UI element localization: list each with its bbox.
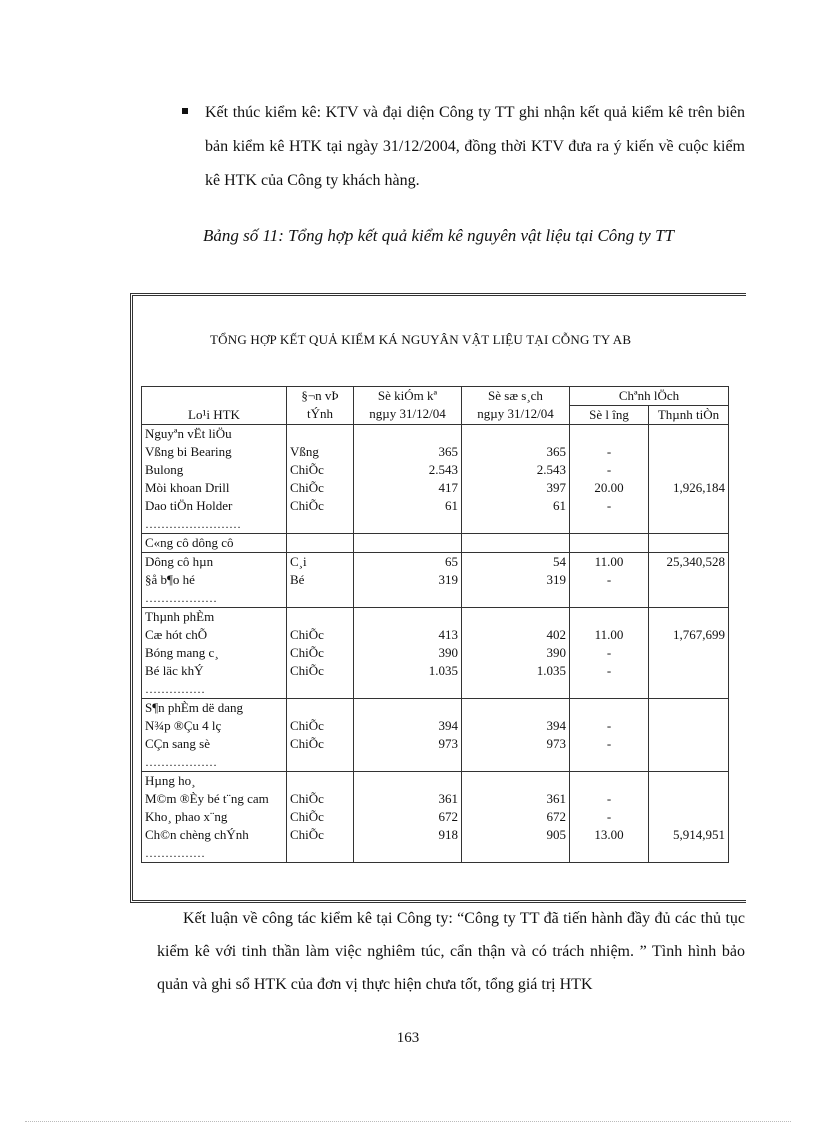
item-diff-qty-cell [570,608,649,699]
item-counted: 61 [445,498,458,513]
item-diff-amount-cell [649,425,729,534]
header-unit-line1: §¬n vÞ [301,388,339,403]
item-name: ……………… [145,591,217,605]
header-book-line1: Sè sæ s¸ch [488,388,543,403]
item-name-cell [142,772,287,863]
item-diff-qty: - [606,791,612,806]
item-name: ……………… [145,755,217,769]
item-unit [290,753,350,771]
table-row [142,425,729,534]
item-book [465,699,566,717]
item-counted: 390 [438,645,458,660]
item-book-cell [462,425,570,534]
item-counted [357,699,458,717]
item-diff-qty-cell [570,699,649,772]
item-diff-amount [652,497,725,515]
item-unit-cell [287,772,354,863]
item-name: S¶n phÈm dë dang [145,700,243,715]
item-unit: ChiÕc [290,627,324,642]
header-book [462,387,570,425]
table-row [142,608,729,699]
item-unit [290,425,350,443]
item-diff-amount [652,662,725,680]
item-diff-amount [652,699,725,717]
item-counted-cell [354,425,462,534]
table-row [142,553,729,608]
inventory-summary-table [141,386,729,863]
item-unit [290,772,350,790]
item-diff-qty-cell [570,425,649,534]
item-name-cell [142,608,287,699]
item-diff-qty [573,515,645,533]
conclusion-paragraph: Kết luận về công tác kiểm kê tại Công ty: “Công ty TT đã tiến hành đầy đủ các thủ tục kiểm kê với tinh thần làm việc nghiêm túc, cẩn thận và có trách nhiệm. ” Tình hình bảo quản và ghi sổ HTK của đơn vị thực hiện chưa tốt, tổng giá trị HTK [157,910,745,993]
item-unit: ChiÕc [290,462,324,477]
item-name: Thµnh phÈm [145,609,215,624]
item-diff-qty [573,699,645,717]
item-diff-amount [652,844,725,862]
item-book: 973 [546,736,566,751]
item-counted-cell [354,699,462,772]
item-unit: ChiÕc [290,480,324,495]
item-diff-amount-cell [649,534,729,553]
item-diff-qty: 11.00 [594,554,624,569]
item-counted: 1.035 [428,663,458,678]
item-diff-amount [652,644,725,662]
item-book [465,608,566,626]
item-unit-cell [287,553,354,608]
item-diff-amount: 1,767,699 [673,627,725,642]
header-diff-qty: Sè l îng [570,406,649,425]
item-diff-qty: 20.00 [594,480,624,495]
item-book: 365 [546,444,566,459]
item-counted: 417 [438,480,458,495]
item-name: …………………… [145,517,241,531]
item-unit [290,680,350,698]
item-counted: 361 [438,791,458,806]
item-diff-qty [573,534,645,552]
item-diff-qty [573,680,645,698]
item-diff-amount-cell [649,699,729,772]
table-title: TỔNG HỢP KẾT QUẢ KIỂM KÁ NGUYÂN VẬT LIỆU TẠI CỖNG TY AB [210,332,632,347]
item-counted [357,515,458,533]
header-type-label: Lo¹i HTK [188,407,240,422]
item-book: 905 [546,827,566,842]
item-name-cell [142,553,287,608]
item-diff-qty: - [606,718,612,733]
item-book: 319 [546,572,566,587]
item-counted: 918 [438,827,458,842]
page-number: 163 [396,1030,420,1046]
item-book [465,515,566,533]
item-diff-amount: 25,340,528 [666,554,725,569]
item-diff-amount [652,515,725,533]
item-book: 1.035 [536,663,566,678]
item-diff-amount [652,753,725,771]
item-book [465,844,566,862]
header-type [142,387,287,425]
item-counted [357,608,458,626]
item-unit: ChiÕc [290,791,324,806]
item-diff-qty: - [606,736,612,751]
item-name: §å b¶o hé [145,572,195,587]
item-book-cell [462,772,570,863]
item-name-cell [142,699,287,772]
item-diff-qty: - [606,645,612,660]
table-caption: Bảng số 11: Tổng hợp kết quả kiểm kê nguyên vật liệu tại Công ty TT [203,226,674,245]
item-unit: ChiÕc [290,736,324,751]
item-counted [357,772,458,790]
item-diff-qty [573,772,645,790]
item-name: Dông cô hµn [145,554,214,569]
item-name: Bulong [145,462,184,477]
item-diff-qty: 11.00 [594,627,624,642]
table-row [142,772,729,863]
item-diff-qty: - [606,462,612,477]
item-diff-qty: 13.00 [594,827,624,842]
item-diff-amount: 5,914,951 [673,827,725,842]
item-unit: Bé [290,572,305,587]
item-diff-qty: - [606,572,612,587]
item-diff-qty-cell [570,553,649,608]
header-unit [287,387,354,425]
item-book [465,772,566,790]
item-counted: 2.543 [428,462,458,477]
item-diff-amount [652,589,725,607]
item-book: 402 [546,627,566,642]
item-counted-cell [354,553,462,608]
item-name: …………… [145,846,205,860]
item-counted: 65 [445,554,458,569]
item-counted [357,534,458,552]
item-unit-cell [287,699,354,772]
item-unit: ChiÕc [290,718,324,733]
item-diff-qty-cell [570,534,649,553]
header-counted-line2: ngµy 31/12/04 [369,406,446,421]
item-book [465,753,566,771]
item-name-cell [142,425,287,534]
item-book-cell [462,608,570,699]
item-diff-amount [652,534,725,552]
item-diff-amount [652,425,725,443]
item-diff-amount [652,608,725,626]
item-unit [290,844,350,862]
item-unit: ChiÕc [290,645,324,660]
item-name: N¾p ®Çu 4 lç [145,718,222,733]
item-book: 61 [553,498,566,513]
item-diff-amount-cell [649,772,729,863]
item-unit-cell [287,425,354,534]
bullet-marker [182,108,188,114]
item-book-cell [462,699,570,772]
item-counted: 413 [438,627,458,642]
item-book: 2.543 [536,462,566,477]
item-diff-amount [652,571,725,589]
item-counted [357,680,458,698]
item-diff-amount [652,808,725,826]
item-diff-amount [652,772,725,790]
item-diff-qty [573,844,645,862]
item-name: Kho¸ phao x¨ng [145,809,228,824]
item-diff-qty [573,589,645,607]
item-counted: 672 [438,809,458,824]
item-name: Ch©n chèng chÝnh [145,827,249,842]
header-difference: Chªnh lÖch [570,387,729,406]
item-diff-amount [652,461,725,479]
item-diff-amount-cell [649,553,729,608]
item-diff-amount [652,735,725,753]
item-diff-amount [652,790,725,808]
item-unit [290,608,350,626]
header-counted [354,387,462,425]
item-unit-cell [287,534,354,553]
item-unit [290,699,350,717]
item-counted [357,589,458,607]
item-diff-amount [652,443,725,461]
item-book [465,680,566,698]
item-name: Vßng bi Bearing [145,444,232,459]
item-book: 390 [546,645,566,660]
item-name-cell [142,534,287,553]
item-name: Nguyªn vËt liÖu [145,426,232,441]
item-book: 361 [546,791,566,806]
item-unit: C¸i [290,554,307,569]
item-diff-amount: 1,926,184 [673,480,725,495]
footer-rule [25,1121,791,1122]
item-book [465,425,566,443]
table-row [142,699,729,772]
item-unit-cell [287,608,354,699]
item-diff-qty: - [606,663,612,678]
item-diff-qty: - [606,444,612,459]
item-diff-qty: - [606,809,612,824]
item-name: Dao tiÖn Holder [145,498,233,513]
item-name: C«ng cô dông cô [145,535,234,550]
item-diff-amount [652,680,725,698]
item-unit: ChiÕc [290,663,324,678]
item-counted [357,425,458,443]
header-diff-amount: Thµnh tiÒn [649,406,729,425]
item-diff-amount-cell [649,608,729,699]
item-name: Mòi khoan Drill [145,480,230,495]
item-diff-qty [573,425,645,443]
item-diff-qty: - [606,498,612,513]
item-book: 672 [546,809,566,824]
header-book-line2: ngµy 31/12/04 [477,406,554,421]
item-book [465,534,566,552]
item-book-cell [462,534,570,553]
item-book: 54 [553,554,566,569]
item-name: Bé läc khÝ [145,663,204,678]
item-name: CÇn sang sè [145,736,210,751]
item-unit [290,589,350,607]
item-counted [357,844,458,862]
item-counted: 973 [438,736,458,751]
item-unit [290,515,350,533]
item-counted-cell [354,534,462,553]
item-unit: ChiÕc [290,827,324,842]
item-book-cell [462,553,570,608]
item-unit: Vßng [290,444,319,459]
item-counted: 394 [438,718,458,733]
item-counted: 365 [438,444,458,459]
item-unit: ChiÕc [290,498,324,513]
header-counted-line1: Sè kiÓm kª [377,388,438,403]
bullet-paragraph: Kết thúc kiểm kê: KTV và đại diện Công ty TT ghi nhận kết quả kiểm kê trên biên bản kiểm kê HTK tại ngày 31/12/2004, đồng thời KTV đưa ra ý kiến về cuộc kiểm kê HTK của Công ty khách hàng. [205,104,745,189]
item-unit: ChiÕc [290,809,324,824]
item-book: 394 [546,718,566,733]
item-diff-qty-cell [570,772,649,863]
item-counted-cell [354,608,462,699]
item-counted-cell [354,772,462,863]
item-unit [290,534,350,552]
item-book: 397 [546,480,566,495]
item-name: Bóng mang c¸ [145,645,219,660]
item-counted [357,753,458,771]
header-unit-line2: tÝnh [307,406,333,421]
item-name: M©m ®Èy bé t¨ng cam [145,791,269,806]
item-name: Hµng ho¸ [145,773,196,788]
item-name: …………… [145,682,205,696]
item-diff-qty [573,608,645,626]
item-diff-amount [652,717,725,735]
item-counted: 319 [438,572,458,587]
table-row [142,534,729,553]
item-name: Cæ hót chÕ [145,627,208,642]
header-row [142,387,729,406]
item-book [465,589,566,607]
item-diff-qty [573,753,645,771]
